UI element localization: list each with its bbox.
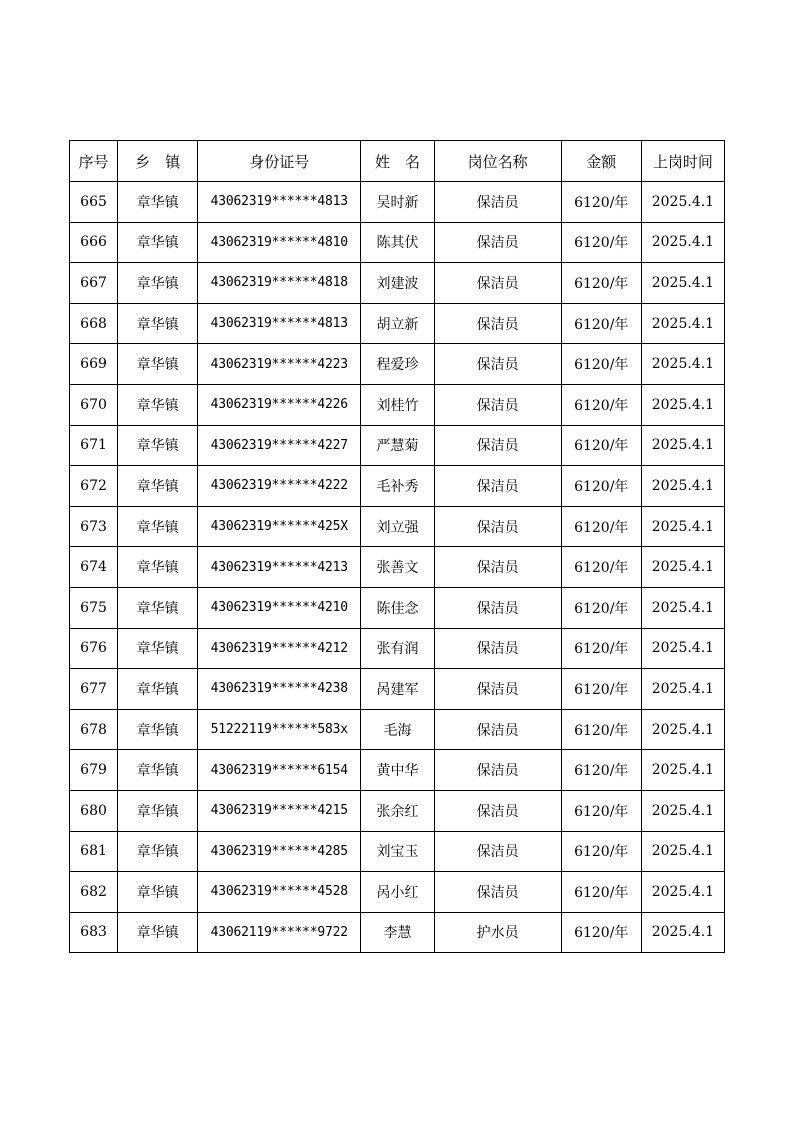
- cell-start-date: 2025.4.1: [641, 506, 724, 547]
- cell-post: 保洁员: [434, 222, 561, 263]
- cell-start-date: 2025.4.1: [641, 750, 724, 791]
- cell-serial-number: 673: [70, 506, 118, 547]
- cell-id-number: 43062319******4213: [198, 547, 361, 588]
- table-row: [70, 912, 725, 953]
- cell-id-number: 43062319******425X: [198, 506, 361, 547]
- cell-town: 章华镇: [118, 466, 198, 507]
- cell-name: 吴时新: [361, 182, 434, 223]
- cell-start-date: 2025.4.1: [641, 303, 724, 344]
- cell-post: 保洁员: [434, 425, 561, 466]
- cell-id-number: 43062319******4222: [198, 466, 361, 507]
- cell-name: 刘宝玉: [361, 831, 434, 872]
- table-row: [70, 384, 725, 425]
- personnel-table: [69, 140, 725, 953]
- cell-serial-number: 668: [70, 303, 118, 344]
- cell-start-date: 2025.4.1: [641, 912, 724, 953]
- cell-id-number: 43062319******4528: [198, 872, 361, 913]
- table-body: [70, 182, 725, 953]
- cell-town: 章华镇: [118, 709, 198, 750]
- cell-start-date: 2025.4.1: [641, 709, 724, 750]
- cell-serial-number: 678: [70, 709, 118, 750]
- cell-post: 护水员: [434, 912, 561, 953]
- cell-amount: 6120/年: [561, 344, 641, 385]
- cell-amount: 6120/年: [561, 303, 641, 344]
- cell-serial-number: 683: [70, 912, 118, 953]
- table-row: [70, 790, 725, 831]
- table-row: [70, 872, 725, 913]
- document-page: [69, 140, 725, 953]
- cell-serial-number: 667: [70, 263, 118, 304]
- table-row: [70, 263, 725, 304]
- cell-serial-number: 674: [70, 547, 118, 588]
- cell-name: 严慧菊: [361, 425, 434, 466]
- cell-town: 章华镇: [118, 182, 198, 223]
- cell-serial-number: 665: [70, 182, 118, 223]
- table-row: [70, 547, 725, 588]
- cell-name: 毛补秀: [361, 466, 434, 507]
- cell-town: 章华镇: [118, 628, 198, 669]
- cell-post: 保洁员: [434, 709, 561, 750]
- cell-name: 李慧: [361, 912, 434, 953]
- cell-name: 陈佳念: [361, 587, 434, 628]
- cell-amount: 6120/年: [561, 872, 641, 913]
- cell-amount: 6120/年: [561, 790, 641, 831]
- header-start-date: 上岗时间: [641, 141, 724, 182]
- cell-id-number: 43062319******6154: [198, 750, 361, 791]
- cell-town: 章华镇: [118, 303, 198, 344]
- cell-id-number: 43062319******4238: [198, 669, 361, 710]
- cell-serial-number: 671: [70, 425, 118, 466]
- table-row: [70, 466, 725, 507]
- cell-start-date: 2025.4.1: [641, 790, 724, 831]
- table-row: [70, 425, 725, 466]
- cell-amount: 6120/年: [561, 669, 641, 710]
- cell-serial-number: 682: [70, 872, 118, 913]
- cell-serial-number: 679: [70, 750, 118, 791]
- cell-town: 章华镇: [118, 831, 198, 872]
- cell-post: 保洁员: [434, 303, 561, 344]
- cell-post: 保洁员: [434, 547, 561, 588]
- cell-serial-number: 676: [70, 628, 118, 669]
- cell-id-number: 43062319******4212: [198, 628, 361, 669]
- cell-id-number: 43062319******4223: [198, 344, 361, 385]
- cell-serial-number: 681: [70, 831, 118, 872]
- header-post: 岗位名称: [434, 141, 561, 182]
- cell-id-number: 43062319******4818: [198, 263, 361, 304]
- cell-amount: 6120/年: [561, 912, 641, 953]
- cell-name: 刘桂竹: [361, 384, 434, 425]
- cell-amount: 6120/年: [561, 587, 641, 628]
- cell-town: 章华镇: [118, 222, 198, 263]
- cell-amount: 6120/年: [561, 831, 641, 872]
- cell-name: 陈其伏: [361, 222, 434, 263]
- cell-id-number: 51222119******583x: [198, 709, 361, 750]
- cell-name: 张有润: [361, 628, 434, 669]
- cell-town: 章华镇: [118, 790, 198, 831]
- cell-post: 保洁员: [434, 790, 561, 831]
- cell-town: 章华镇: [118, 506, 198, 547]
- cell-name: 胡立新: [361, 303, 434, 344]
- cell-serial-number: 672: [70, 466, 118, 507]
- header-id-number: 身份证号: [198, 141, 361, 182]
- cell-start-date: 2025.4.1: [641, 425, 724, 466]
- cell-start-date: 2025.4.1: [641, 344, 724, 385]
- table-row: [70, 669, 725, 710]
- table-row: [70, 831, 725, 872]
- cell-start-date: 2025.4.1: [641, 872, 724, 913]
- cell-amount: 6120/年: [561, 750, 641, 791]
- cell-name: 毛海: [361, 709, 434, 750]
- cell-serial-number: 680: [70, 790, 118, 831]
- cell-serial-number: 666: [70, 222, 118, 263]
- cell-name: 刘建波: [361, 263, 434, 304]
- cell-post: 保洁员: [434, 872, 561, 913]
- cell-start-date: 2025.4.1: [641, 628, 724, 669]
- cell-amount: 6120/年: [561, 466, 641, 507]
- header-amount: 金额: [561, 141, 641, 182]
- cell-id-number: 43062119******9722: [198, 912, 361, 953]
- cell-post: 保洁员: [434, 669, 561, 710]
- cell-serial-number: 670: [70, 384, 118, 425]
- cell-start-date: 2025.4.1: [641, 831, 724, 872]
- table-row: [70, 750, 725, 791]
- cell-amount: 6120/年: [561, 709, 641, 750]
- cell-town: 章华镇: [118, 872, 198, 913]
- table-row: [70, 506, 725, 547]
- cell-start-date: 2025.4.1: [641, 669, 724, 710]
- cell-post: 保洁员: [434, 384, 561, 425]
- header-row: [70, 141, 725, 182]
- cell-amount: 6120/年: [561, 263, 641, 304]
- cell-post: 保洁员: [434, 344, 561, 385]
- cell-start-date: 2025.4.1: [641, 384, 724, 425]
- table-row: [70, 709, 725, 750]
- table-row: [70, 222, 725, 263]
- cell-id-number: 43062319******4226: [198, 384, 361, 425]
- cell-name: 黄中华: [361, 750, 434, 791]
- cell-amount: 6120/年: [561, 506, 641, 547]
- cell-id-number: 43062319******4215: [198, 790, 361, 831]
- cell-town: 章华镇: [118, 669, 198, 710]
- cell-post: 保洁员: [434, 263, 561, 304]
- cell-amount: 6120/年: [561, 425, 641, 466]
- cell-amount: 6120/年: [561, 384, 641, 425]
- table-row: [70, 182, 725, 223]
- cell-post: 保洁员: [434, 831, 561, 872]
- cell-start-date: 2025.4.1: [641, 182, 724, 223]
- cell-start-date: 2025.4.1: [641, 222, 724, 263]
- cell-town: 章华镇: [118, 344, 198, 385]
- table-row: [70, 344, 725, 385]
- header-name: 姓 名: [361, 141, 434, 182]
- cell-town: 章华镇: [118, 547, 198, 588]
- cell-amount: 6120/年: [561, 222, 641, 263]
- table-row: [70, 303, 725, 344]
- cell-town: 章华镇: [118, 384, 198, 425]
- cell-town: 章华镇: [118, 263, 198, 304]
- cell-start-date: 2025.4.1: [641, 547, 724, 588]
- cell-serial-number: 677: [70, 669, 118, 710]
- cell-id-number: 43062319******4813: [198, 303, 361, 344]
- cell-post: 保洁员: [434, 466, 561, 507]
- cell-name: 张善文: [361, 547, 434, 588]
- cell-serial-number: 669: [70, 344, 118, 385]
- cell-id-number: 43062319******4813: [198, 182, 361, 223]
- cell-post: 保洁员: [434, 587, 561, 628]
- cell-name: 呙小红: [361, 872, 434, 913]
- cell-post: 保洁员: [434, 628, 561, 669]
- cell-id-number: 43062319******4210: [198, 587, 361, 628]
- cell-town: 章华镇: [118, 587, 198, 628]
- header-town: 乡 镇: [118, 141, 198, 182]
- cell-id-number: 43062319******4810: [198, 222, 361, 263]
- table-header: [70, 141, 725, 182]
- cell-name: 刘立强: [361, 506, 434, 547]
- cell-serial-number: 675: [70, 587, 118, 628]
- cell-post: 保洁员: [434, 506, 561, 547]
- cell-town: 章华镇: [118, 750, 198, 791]
- cell-amount: 6120/年: [561, 182, 641, 223]
- table-row: [70, 628, 725, 669]
- cell-amount: 6120/年: [561, 628, 641, 669]
- cell-name: 张余红: [361, 790, 434, 831]
- cell-post: 保洁员: [434, 182, 561, 223]
- cell-amount: 6120/年: [561, 547, 641, 588]
- cell-id-number: 43062319******4285: [198, 831, 361, 872]
- cell-start-date: 2025.4.1: [641, 466, 724, 507]
- cell-start-date: 2025.4.1: [641, 587, 724, 628]
- cell-post: 保洁员: [434, 750, 561, 791]
- cell-name: 程爱珍: [361, 344, 434, 385]
- header-serial-number: 序号: [70, 141, 118, 182]
- table-row: [70, 587, 725, 628]
- cell-name: 呙建军: [361, 669, 434, 710]
- cell-town: 章华镇: [118, 425, 198, 466]
- cell-id-number: 43062319******4227: [198, 425, 361, 466]
- cell-start-date: 2025.4.1: [641, 263, 724, 304]
- cell-town: 章华镇: [118, 912, 198, 953]
